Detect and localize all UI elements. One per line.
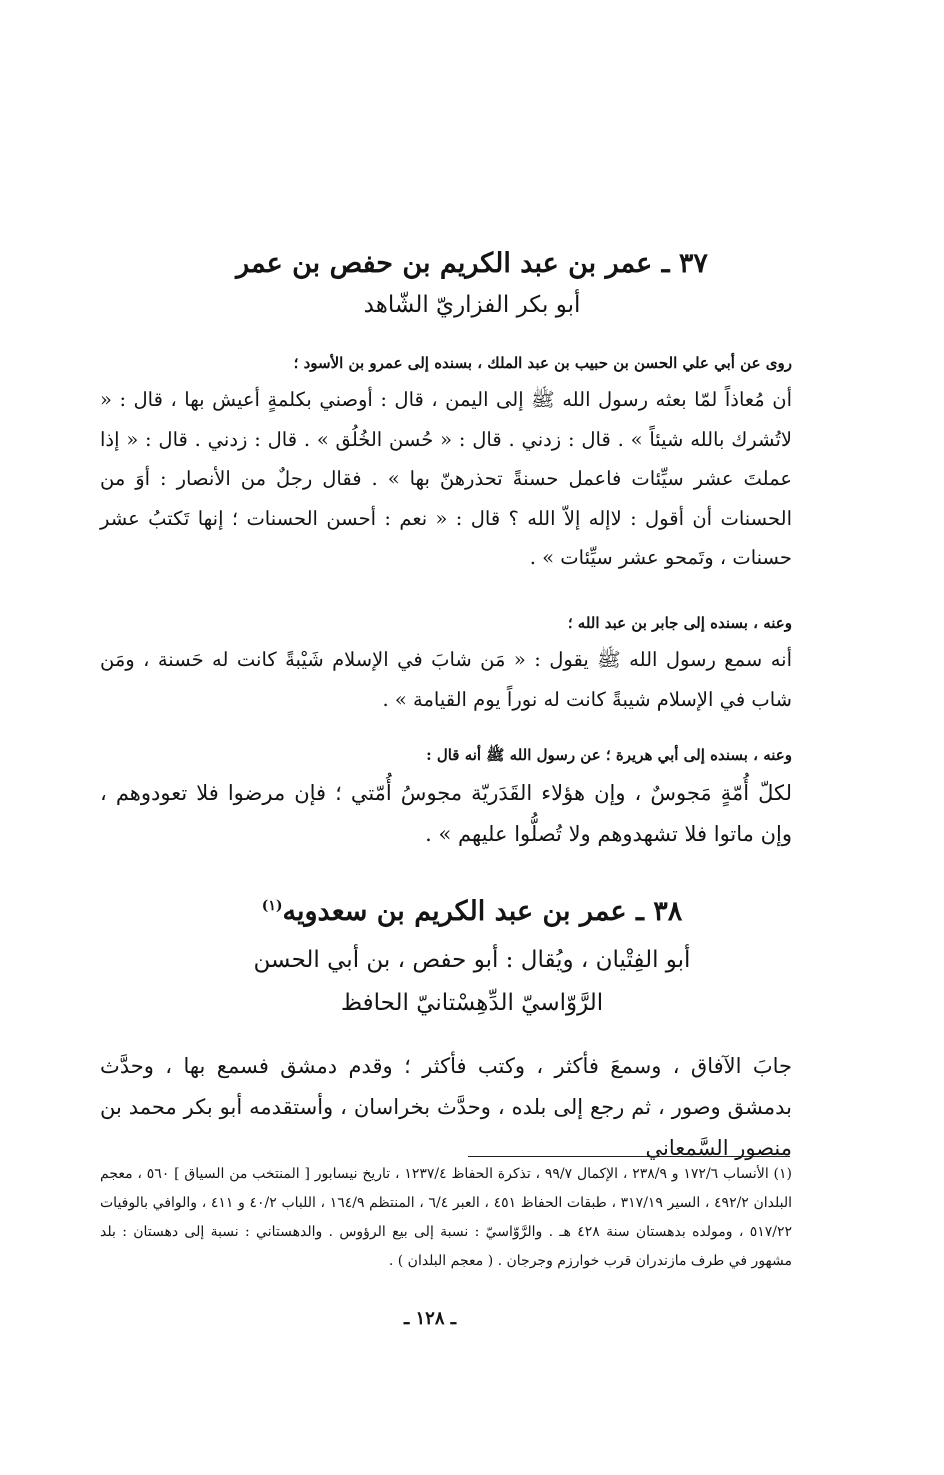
entry-38-subtitle-1: أبو الفِتْيان ، ويُقال : أبو حفص ، بن أبي الحسن — [253, 947, 691, 973]
entry-38-title-text: ٣٨ ـ عمر بن عبد الكريم بن سعدويه — [282, 896, 683, 927]
narration-3-isnad: وعنه ، بسنده إلى أبي هريرة ؛ عن رسول الله ﷺ أنه قال : — [426, 746, 792, 764]
page-number: ـ ١٢٨ ـ — [403, 1308, 457, 1329]
entry-38-title — [150, 892, 794, 932]
narration-1-text: أن مُعاذاً لمّا بعثه رسول الله ﷺ إلى اليمن ، قال : أوصني بكلمةٍ أعيش بها ، قال : « لاتُشرك بالله شيئاً » . قال : زدني . قال : « حُسن الخُلُق » . قال : زدني . قال : « إذا عملتَ عشر سيِّئات فاعمل حسنةً تحذرهنّ بها » . فقال رجلٌ من الأنصار : أوَ من الحسنات أن أقول : لاإله إلاّ الله ؟ قال : « نعم : أحسن الحسنات ؛ إنها تَكتبُ عشر حسنات ، وتَمحو عشر سيِّئات » . — [100, 388, 792, 569]
entry-37-subtitle: أبو بكر الفزاريّ الشّاهد — [363, 292, 581, 318]
footnote-text: (١) الأنساب ١٧٢/٦ و ٢٣٨/٩ ، الإكمال ٩٩/٧ ، تذكرة الحفاظ ١٢٣٧/٤ ، تاريخ نيسابور [ المنتخب من السياق ] ٥٦٠ ، معجم البلدان ٤٩٢/٢ ، السير ٣١٧/١٩ ، طبقات الحفاظ ٤٥١ ، العبر ٦/٤ ، المنتظم ١٦٤/٩ ، اللباب ٤٠/٢ و ٤١١ ، والوافي بالوفيات ٥١٧/٢٢ ، ومولده بدهستان سنة ٤٢٨ هـ . والرَّوّاسيّ : نسبة إلى بيع الرؤوس . والدهستاني : نسبة إلى دهستان : بلد مشهور في طرف مازندران قرب خوارزم وجرجان . ( معجم البلدان ) . — [100, 1166, 793, 1269]
footnote-separator — [468, 1156, 790, 1157]
narration-3-text: لكلّ أُمّةٍ مَجوسٌ ، وإن هؤلاء القَدَريّة مجوسُ أُمّتي ؛ فإن مرضوا فلا تعودوهم ، وإن ماتوا فلا تشهدوهم ولا تُصلُّوا عليهم » . — [100, 781, 792, 846]
entry-38-text: جابَ الآفاق ، وسمعَ فأكثر ، وكتب فأكثر ؛ وقدم دمشق فسمع بها ، وحدَّث بدمشق وصور ، ثم رجع إلى بلده ، وحدَّث بخراسان ، وأستقدمه أبو بكر محمد بن منصور السَّمعاني — [100, 1054, 792, 1160]
footnote-marker: (١) — [261, 898, 283, 914]
narration-2-isnad: وعنه ، بسنده إلى جابر بن عبد الله ؛ — [567, 614, 792, 632]
entry-37-title: ٣٧ ـ عمر بن عبد الكريم بن حفص بن عمر — [236, 248, 708, 279]
narration-1-isnad: روى عن أبي علي الحسن بن حبيب بن عبد الملك ، بسنده إلى عمرو بن الأسود ؛ — [293, 354, 792, 372]
entry-38-subtitle-2: الرَّوّاسيّ الدِّهِسْتانيّ الحافظ — [340, 990, 604, 1016]
narration-2-text: أنه سمع رسول الله ﷺ يقول : « مَن شابَ في الإسلام شَيْبةً كانت له حَسنة ، ومَن شاب في الإسلام شيبةً كانت له نوراً يوم القيامة » . — [100, 648, 792, 711]
